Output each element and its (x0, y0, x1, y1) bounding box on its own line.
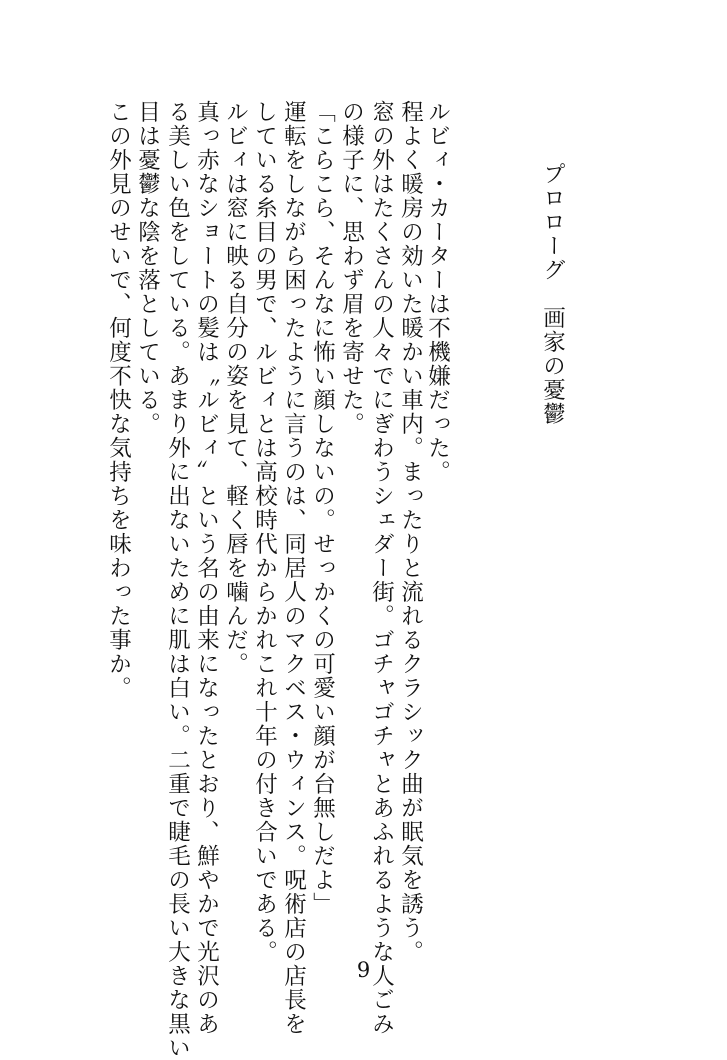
page-number: 9 (356, 958, 371, 982)
text-line-8: ルビィは窓に映る自分の姿を見て、軽く唇を噛んだ。 (222, 100, 249, 676)
chapter-title: プロローグ 画家の憂鬱 (539, 162, 566, 426)
text-line-6: 運転をしながら困ったように言うのは、同居人のマクベス・ウィンス。呪術店の店長を (280, 100, 307, 1036)
text-line-11: 目は憂鬱な陰を落としている。 (134, 100, 161, 436)
text-line-10: る美しい色をしている。あまり外に出ないために肌は白い。二重で睫毛の長い大きな黒い (164, 100, 191, 1060)
text-line-7: している糸目の男で、ルビィとは高校時代からかれこれ十年の付き合いである。 (251, 100, 278, 964)
text-line-9: 真っ赤なショートの髪は〝ルビィ〟という名の由来になったとおり、鮮やかで光沢のあ (193, 100, 220, 1036)
text-line-5: 「こらこら、そんなに怖い顔しないの。せっかくの可愛い顔が台無しだよ」 (309, 100, 336, 916)
text-line-1: ルビィ・カーターは不機嫌だった。 (424, 100, 451, 484)
text-line-2: 程よく暖房の効いた暖かい車内。まったりと流れるクラシック曲が眠気を誘う。 (397, 100, 424, 964)
text-line-3: 窓の外はたくさんの人々でにぎわうシェダー街。ゴチャゴチャとあふれるような人ごみ (368, 100, 395, 1036)
text-line-12: この外見のせいで、何度不快な気持ちを味わった事か。 (105, 100, 132, 700)
text-line-4: の様子に、思わず眉を寄せた。 (338, 100, 365, 436)
